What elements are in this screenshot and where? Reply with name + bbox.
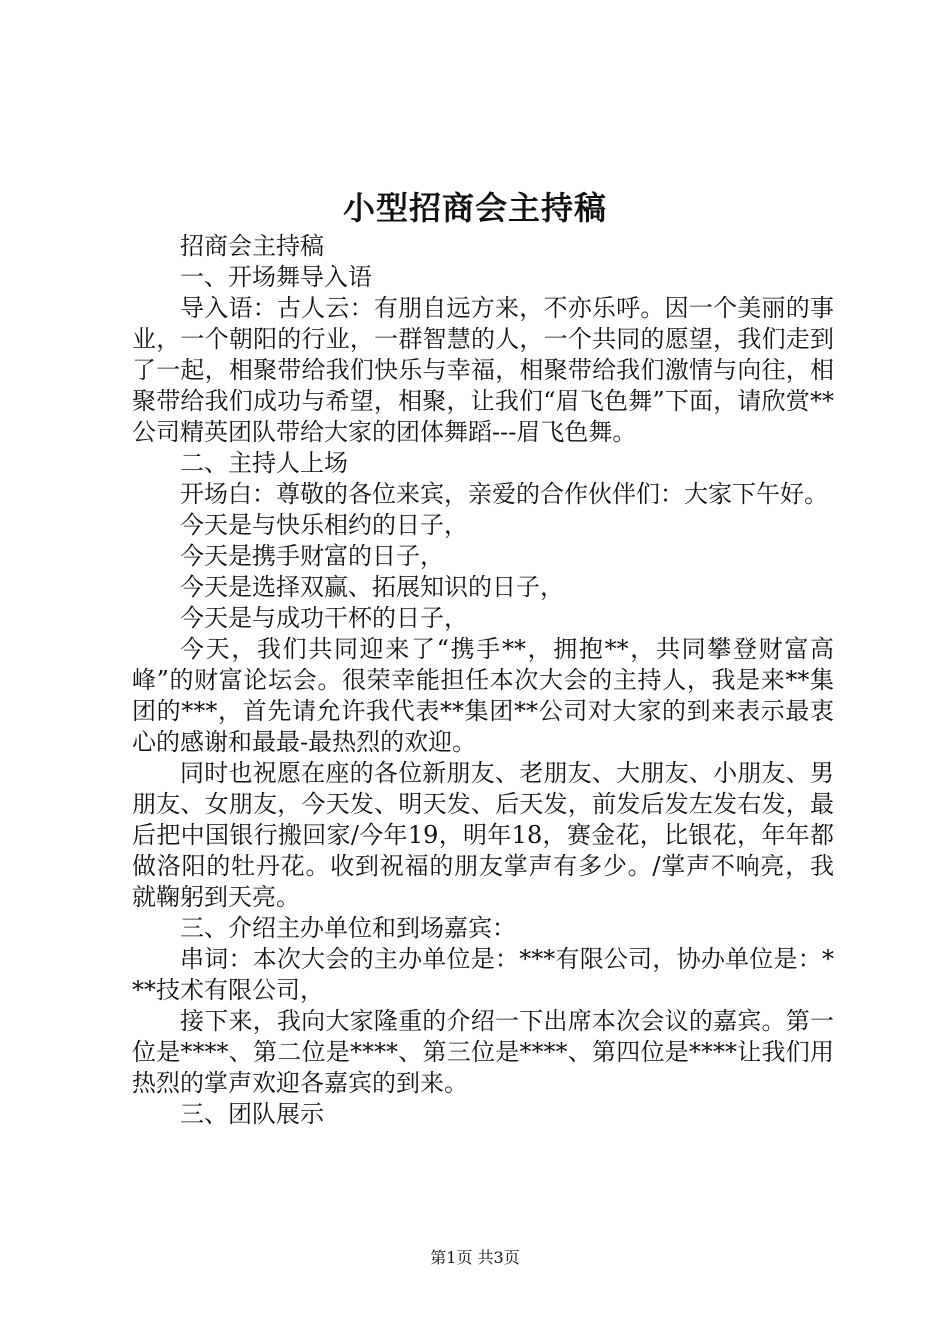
section-heading: 二、主持人上场 — [180, 449, 348, 477]
document-title: 小型招商会主持稿 — [342, 189, 607, 227]
paragraph: 招商会主持稿 — [180, 232, 324, 260]
paragraph: 今天是与快乐相约的日子， — [180, 511, 468, 539]
paragraph: 今天是携手财富的日子， — [180, 542, 444, 570]
section-heading: 三、团队展示 — [180, 1100, 324, 1128]
paragraph: 今天是与成功干杯的日子， — [180, 604, 468, 632]
paragraph: 接下来，我向大家隆重的介绍一下出席本次会议的嘉宾。第一位是****、第二位是****、第三位是****、第四位是****让我们用热烈的掌声欢迎各嘉宾的到来。 — [132, 1007, 834, 1097]
paragraph: 今天是选择双赢、拓展知识的日子， — [180, 573, 564, 601]
document-body — [132, 231, 834, 1130]
paragraph: 今天，我们共同迎来了“携手**，拥抱**，共同攀登财富高峰”的财富论坛会。很荣幸能担任本次大会的主持人，我是来**集团的***，首先请允许我代表**集团**公司对大家的到来表示最衷心的感谢和最最-最热烈的欢迎。 — [132, 635, 834, 756]
paragraph: 串词：本次大会的主办单位是：***有限公司，协办单位是：***技术有限公司， — [132, 945, 834, 1004]
paragraph: 导入语：古人云：有朋自远方来，不亦乐呼。因一个美丽的事业，一个朝阳的行业，一群智慧的人，一个共同的愿望，我们走到了一起，相聚带给我们快乐与幸福，相聚带给我们激情与向往，相聚带给我们成功与希望，相聚，让我们“眉飞色舞”下面，请欣赏**公司精英团队带给大家的团体舞蹈---眉飞色舞。 — [132, 294, 834, 446]
section-heading: 一、开场舞导入语 — [180, 263, 372, 291]
section-heading: 三、介绍主办单位和到场嘉宾： — [180, 914, 516, 942]
page-footer: 第1页 共3页 — [430, 1248, 520, 1267]
paragraph: 同时也祝愿在座的各位新朋友、老朋友、大朋友、小朋友、男朋友、女朋友，今天发、明天发、后天发，前发后发左发右发，最后把中国银行搬回家/今年19，明年18，赛金花，比银花，年年都做洛阳的牡丹花。收到祝福的朋友掌声有多少。/掌声不响亮，我就鞠躬到天亮。 — [132, 759, 834, 911]
paragraph: 开场白：尊敬的各位来宾，亲爱的合作伙伴们：大家下午好。 — [180, 480, 828, 508]
